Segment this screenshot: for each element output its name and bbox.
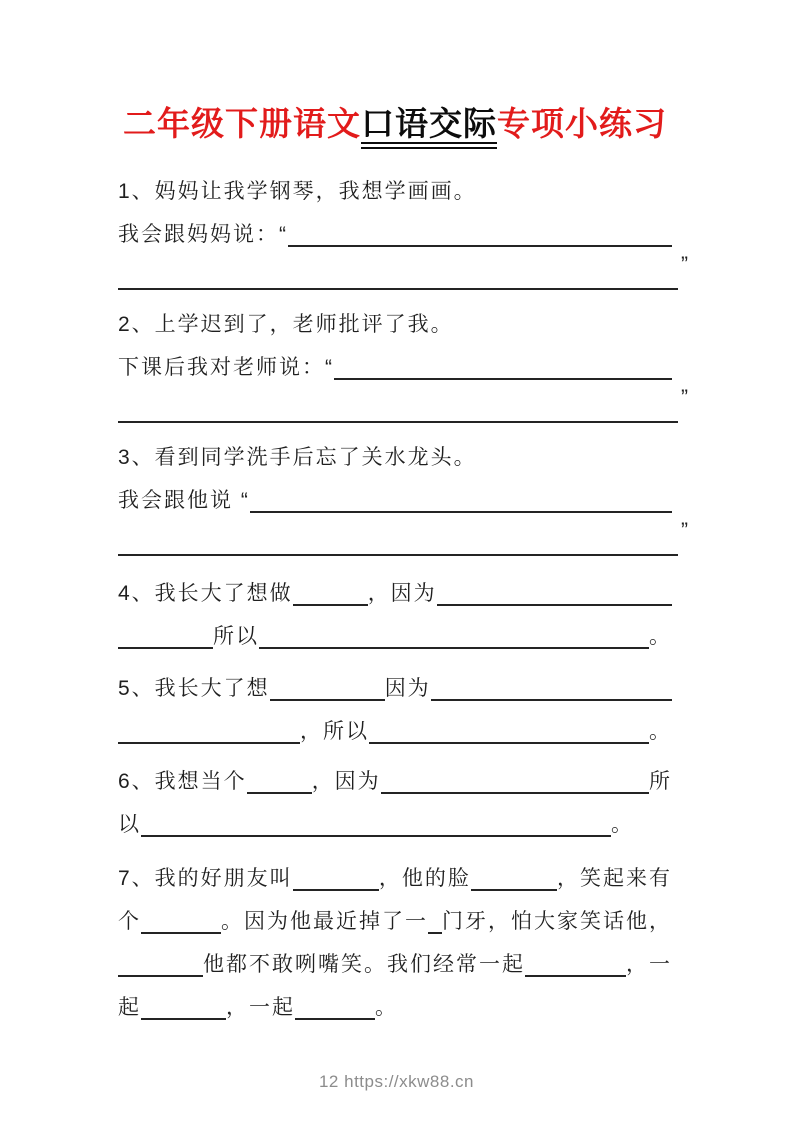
prompt-text: ，一	[626, 953, 672, 977]
exercise-section-7	[118, 848, 672, 1020]
prompt-text: 起	[118, 996, 141, 1020]
lead-text: 我会跟妈妈说：“	[118, 223, 288, 247]
prompt-text: 个	[118, 910, 141, 934]
prompt-text: 7、我的好朋友叫	[118, 867, 293, 891]
exercise-line	[118, 848, 672, 891]
footer-url: https://xkw88.cn	[344, 1072, 475, 1091]
fill-in-blank[interactable]	[270, 694, 385, 701]
lead-text: 我会跟他说 “	[118, 489, 250, 513]
prompt-text: 1、妈妈让我学钢琴，我想学画画。	[118, 180, 477, 204]
closing-quote-mark: ”	[681, 386, 690, 410]
prompt-text: ，一起	[226, 996, 295, 1020]
exercise-line	[118, 247, 690, 290]
fill-in-blank[interactable]	[293, 884, 379, 891]
fill-in-blank[interactable]	[259, 642, 649, 649]
fill-in-blank[interactable]	[293, 599, 368, 606]
fill-in-blank[interactable]	[471, 884, 557, 891]
exercise-section-4	[118, 563, 672, 649]
fill-in-blank[interactable]	[141, 1013, 226, 1020]
exercise-line	[118, 794, 672, 837]
fill-in-blank[interactable]	[118, 283, 678, 290]
fill-in-blank[interactable]	[525, 970, 626, 977]
exercise-line	[118, 563, 672, 606]
prompt-text: 门牙，怕大家笑话他，	[442, 910, 672, 934]
fill-in-blank[interactable]	[118, 416, 678, 423]
prompt-text: 3、看到同学洗手后忘了关水龙头。	[118, 446, 477, 470]
fill-in-blank[interactable]	[118, 642, 213, 649]
exercise-line	[118, 337, 672, 380]
exercise-section-2	[118, 294, 690, 423]
prompt-text: 所	[649, 770, 672, 794]
fill-in-blank[interactable]	[295, 1013, 375, 1020]
fill-in-blank[interactable]	[141, 927, 221, 934]
fill-in-blank[interactable]	[288, 240, 672, 247]
fill-in-blank[interactable]	[250, 506, 672, 513]
prompt-text: ，他的脸	[378, 867, 471, 891]
page-footer	[0, 1072, 793, 1092]
exercise-line	[118, 380, 690, 423]
exercise-line	[118, 161, 672, 204]
prompt-text: 所以	[213, 625, 259, 649]
fill-in-blank[interactable]	[381, 787, 649, 794]
exercise-section-3	[118, 427, 690, 556]
fill-in-blank[interactable]	[431, 694, 672, 701]
fill-in-blank[interactable]	[141, 830, 611, 837]
prompt-text: 因为	[384, 677, 431, 701]
prompt-text: ，所以	[300, 720, 369, 744]
closing-quote-mark: ”	[681, 253, 690, 277]
exercise-line	[118, 470, 672, 513]
exercise-section-6	[118, 751, 672, 837]
prompt-text: 6、我想当个	[118, 770, 247, 794]
fill-in-blank[interactable]	[437, 599, 672, 606]
exercise-line	[118, 977, 672, 1020]
fill-in-blank[interactable]	[247, 787, 312, 794]
worksheet-title	[88, 102, 702, 147]
title-part-black-underlined: 口语交际	[361, 105, 497, 149]
fill-in-blank[interactable]	[118, 970, 203, 977]
prompt-text: 4、我长大了想做	[118, 582, 293, 606]
prompt-text: 以	[118, 813, 141, 837]
prompt-text: ，笑起来有	[557, 867, 672, 891]
exercise-line	[118, 294, 672, 337]
exercise-line	[118, 606, 672, 649]
fill-in-blank[interactable]	[428, 927, 442, 934]
fill-in-blank[interactable]	[334, 373, 672, 380]
title-part-red-2: 专项小练习	[497, 105, 667, 142]
exercise-line	[118, 513, 690, 556]
exercise-line	[118, 204, 672, 247]
exercise-line	[118, 427, 672, 470]
prompt-text: ，因为	[367, 582, 437, 606]
fill-in-blank[interactable]	[118, 737, 300, 744]
period-mark: 。	[375, 996, 398, 1020]
exercise-line	[118, 701, 672, 744]
lead-text: 下课后我对老师说：“	[118, 356, 334, 380]
exercise-line	[118, 658, 672, 701]
exercise-section-5	[118, 658, 672, 744]
exercise-line	[118, 891, 672, 934]
exercise-section-1	[118, 161, 690, 290]
title-part-red-1: 二年级下册语文	[123, 105, 361, 142]
period-mark: 。	[649, 625, 672, 649]
page-number: 12	[318, 1072, 339, 1091]
prompt-text: 2、上学迟到了，老师批评了我。	[118, 313, 454, 337]
exercise-line	[118, 751, 672, 794]
prompt-text: 。因为他最近掉了一	[221, 910, 428, 934]
period-mark: 。	[611, 813, 634, 837]
closing-quote-mark: ”	[681, 519, 690, 543]
fill-in-blank[interactable]	[118, 549, 678, 556]
fill-in-blank[interactable]	[369, 737, 649, 744]
prompt-text: 5、我长大了想	[118, 677, 270, 701]
prompt-text: 他都不敢咧嘴笑。我们经常一起	[203, 953, 525, 977]
exercise-line	[118, 934, 672, 977]
period-mark: 。	[649, 720, 672, 744]
prompt-text: ，因为	[311, 770, 381, 794]
